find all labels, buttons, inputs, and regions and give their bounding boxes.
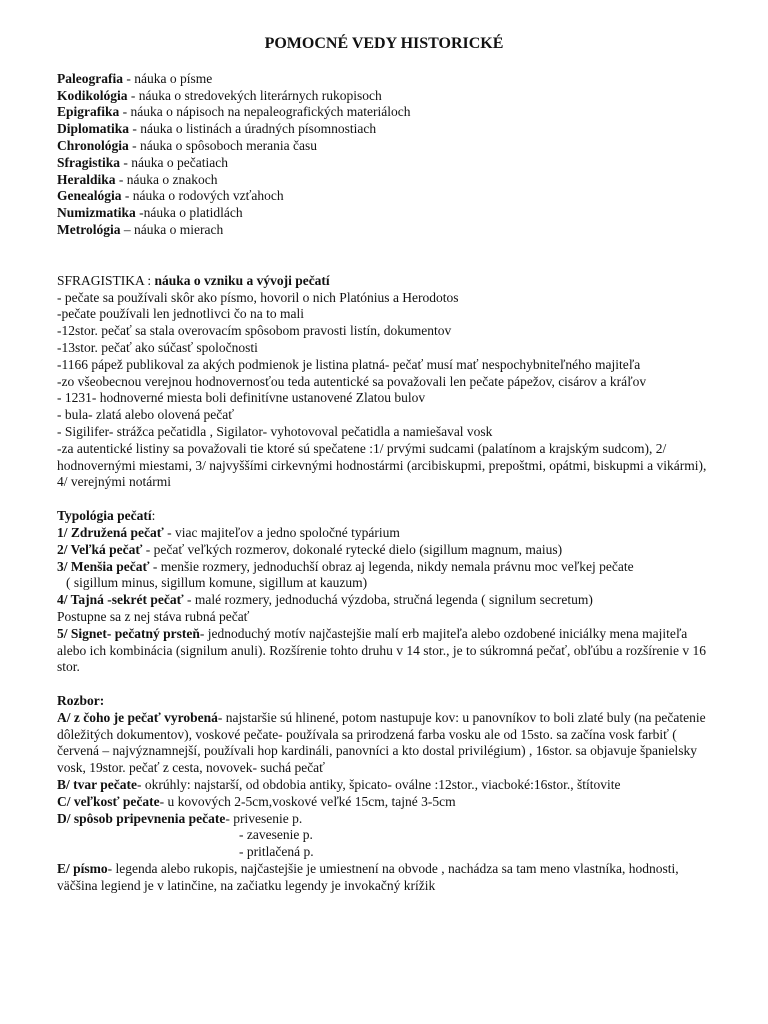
sciences-list [57,71,717,239]
science-term: Paleografia [57,70,123,86]
science-item [57,121,717,138]
section-heading [57,508,717,525]
paragraph-line: - pečate sa používali skôr ako písmo, hovoril o nich Platónius a Herodotos [57,289,459,305]
typology-text: - jednoduchý motív najčastejšie malí erb majiteľa alebo ozdobené iniciálky mena majiteľa alebo ich kombinácia (signilum anuli). Rozšírenie tohto druhu v 14 stor., je to súkromná pečať, obľúbu a rozšírenie v 16 stor. [57,625,706,675]
science-term: Heraldika [57,171,116,187]
typology-term: 1/ Združená pečať [57,524,164,540]
paragraph-line: -13stor. pečať ako súčasť spoločnosti [57,339,258,355]
typology-item [57,592,717,609]
science-definition: - náuka o stredovekých literárnych rukopisoch [127,87,382,103]
typology-item [57,626,717,676]
science-term: Numizmatika [57,205,136,221]
science-item [57,222,717,239]
typology-text: - menšie rozmery, jednoduchší obraz aj legenda, nikdy nemala právnu moc veľkej pečate [149,558,634,574]
science-term: Genealógia [57,188,122,204]
science-term: Kodikológia [57,87,128,103]
science-term: Diplomatika [57,121,130,137]
rozbor-item [57,794,717,811]
paragraph-line: -12stor. pečať sa stala overovacím spôsobom pravosti listín, dokumentov [57,323,452,339]
rozbor-text: - u kovových 2-5cm,voskové veľké 15cm, tajné 3-5cm [159,793,456,809]
rozbor-term: D/ spôsob pripevnenia pečate [57,810,226,826]
science-item [57,138,717,155]
spacer [57,491,717,508]
rozbor-text: - okrúhly: najstarší, od obdobia antiky, špicato- oválne :12stor., viacboké:16stor., štítovite [136,777,621,793]
typology-item [57,609,717,626]
rozbor-term: C/ veľkosť pečate [57,793,160,809]
section-heading-text: Typológia pečatí [57,508,152,524]
rozbor-term: E/ písmo [57,861,108,877]
typology-section [57,508,717,676]
rozbor-section [57,693,717,895]
paragraph-line: - bula- zlatá alebo olovená pečať [57,407,235,423]
typology-text: Postupne sa z nej stáva rubná pečať [57,608,250,624]
rozbor-text: - privesenie p. [225,810,303,826]
science-item [57,205,717,222]
rozbor-text: - zavesenie p. [239,827,313,843]
section-heading: Rozbor: [57,693,105,709]
science-definition: - náuka o písme [122,70,213,86]
science-item [57,104,717,121]
rozbor-text: - legenda alebo rukopis, najčastejšie je umiestnení na obvode , nachádza sa tam meno vlastníka, hodnosti, väčšina legiend je v latinčine, na začiatku legendy je invokačný krížik [57,861,679,893]
paragraph-line: - Sigilifer- strážca pečatidla , Sigilator- vyhotovoval pečatidla a namiešaval vosk [57,423,493,439]
typology-text: ( sigillum minus, sigillum komune, sigillum at kauzum) [66,575,368,591]
paragraph-line: -zo všeobecnou verejnou hodnovernosťou teda autentické sa považovali len pečate pápežov, cisárov a kráľov [57,373,647,389]
science-term: Chronológia [57,137,129,153]
section-heading-prefix: SFRAGISTIKA : [57,272,155,288]
rozbor-item [57,844,717,861]
rozbor-item [57,710,717,777]
science-definition: - náuka o pečatiach [120,154,228,170]
section-heading-text: náuka o vzniku a vývoji pečatí [154,272,330,288]
science-definition: - náuka o nápisoch na nepaleografických materiáloch [119,104,411,120]
paragraph-line: -za autentické listiny sa považovali tie ktoré sú spečatene :1/ prvými sudcami (palatínom a krajským sudcom), 2/ hodnovernými miestami, 3/ najvyššími cirkevnými hodnostármi (arcibiskupmi, prepoštmi, opátmi, biskupmi a vikármi), 4/ verejnými notármi [57,440,707,490]
science-definition: - náuka o listinách a úradných písomnostiach [129,121,377,137]
science-definition: - náuka o spôsoboch merania času [128,137,317,153]
typology-term: 2/ Veľká pečať [57,541,143,557]
typology-item [57,559,717,576]
science-item [57,172,717,189]
rozbor-text: - pritlačená p. [239,844,314,860]
typology-term: 4/ Tajná -sekrét pečať [57,592,184,608]
science-item [57,155,717,172]
rozbor-item [57,861,717,895]
science-item [57,71,717,88]
rozbor-term: A/ z čoho je pečať vyrobená [57,709,218,725]
typology-term: 5/ Signet- pečatný prsteň [57,625,200,641]
sfragistika-section [57,273,717,491]
rozbor-item [57,827,717,844]
typology-item [57,525,717,542]
typology-text: - viac majiteľov a jedno spoločné typárium [163,524,400,540]
paragraph-line: -1166 pápež publikoval za akých podmienok je listina platná- pečať musí mať nespochybniteľného majiteľa [57,356,641,372]
science-term: Metrológia [57,221,121,237]
science-definition: – náuka o mierach [120,221,224,237]
typology-text: - pečať veľkých rozmerov, dokonalé rytecké dielo (sigillum magnum, maius) [142,541,563,557]
paragraph-line: -pečate používali len jednotlivci čo na to mali [57,306,305,322]
spacer [57,239,717,273]
science-definition: - náuka o rodových vzťahoch [121,188,284,204]
rozbor-term: B/ tvar pečate [57,777,137,793]
science-term: Sfragistika [57,154,121,170]
section-heading [57,273,717,290]
document-page [57,36,717,895]
section-heading-suffix: : [151,508,156,524]
typology-text: - malé rozmery, jednoduchá výzdoba, stručná legenda ( signilum secretum) [183,592,593,608]
document-title: POMOCNÉ VEDY HISTORICKÉ [264,35,504,52]
typology-item [57,575,717,592]
typology-term: 3/ Menšia pečať [57,558,150,574]
rozbor-text: - najstaršie sú hlinené, potom nastupuje kov: u panovníkov to boli zlaté buly (na pečatenie dôležitých dokumentov), voskové pečate- používala sa prirodzená farba vosku ale od 15sto. sa začína vosk farbiť ( červená – najvýznamnejší, používali hop kardináli, panovníci a kto dostal privilégium) , 16stor. sa objavuje španielsky vosk, 19stor. pečať z cesta, novovek- suchá pečať [57,709,706,776]
science-definition: -náuka o platidlách [135,205,243,221]
science-item [57,188,717,205]
rozbor-item [57,811,717,828]
science-term: Epigrafika [57,104,120,120]
rozbor-item [57,777,717,794]
science-definition: - náuka o znakoch [115,171,218,187]
science-item [57,88,717,105]
paragraph-line: - 1231- hodnoverné miesta boli definitívne ustanovené Zlatou bulov [57,390,426,406]
spacer [57,676,717,693]
typology-item [57,542,717,559]
